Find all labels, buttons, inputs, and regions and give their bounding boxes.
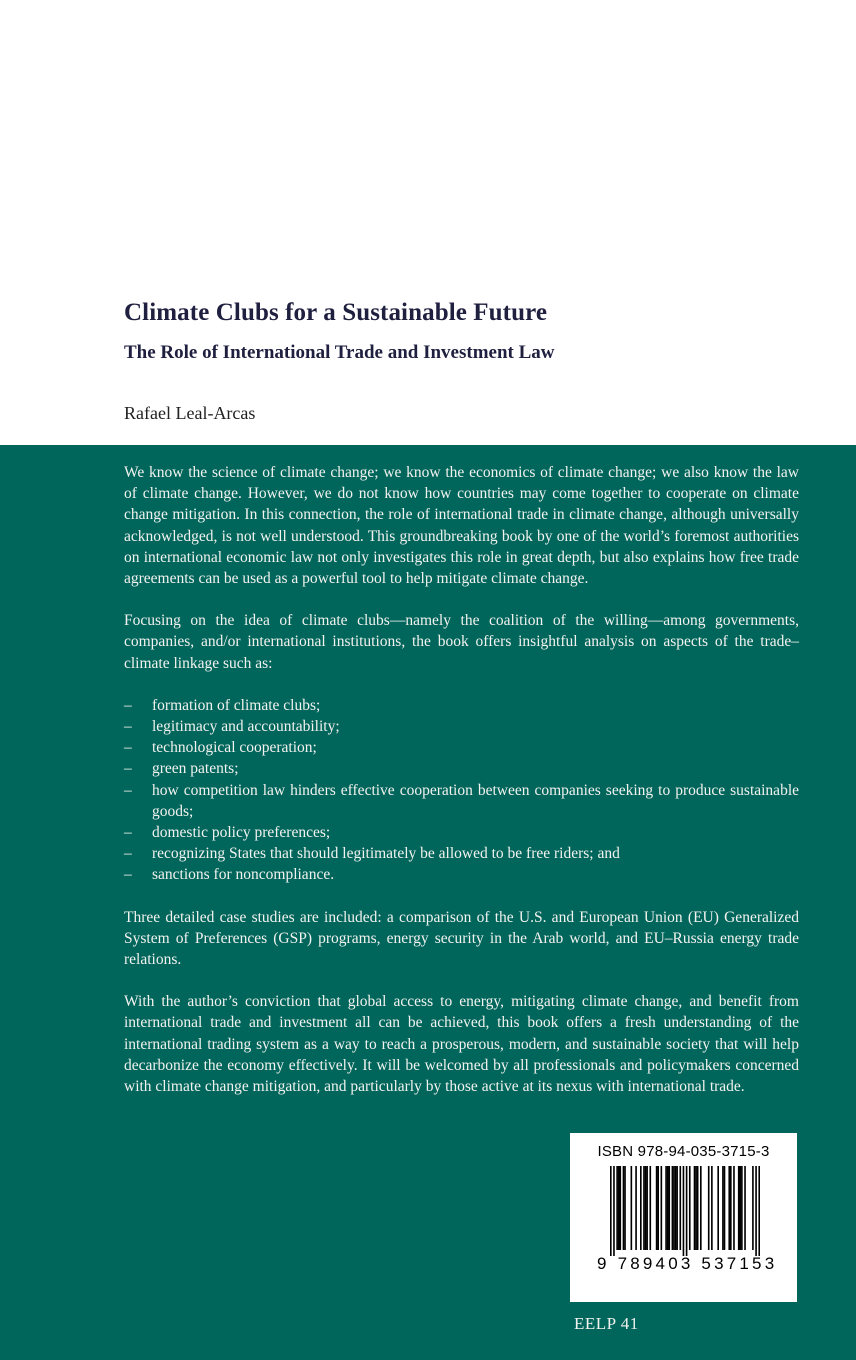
list-item — [124, 695, 799, 716]
barcode-bar — [722, 1166, 724, 1250]
barcode-bar — [695, 1166, 697, 1250]
list-item — [124, 758, 799, 779]
dash-bullet: – — [124, 824, 132, 842]
blurb-paragraph-1: We know the science of climate change; we know the economics of climate change; we also know the law of climate change. However, we do not know how countries may come together to cooperate on climate change mitigation. In this connection, the role of international trade in climate change, although universally acknowledged, is not well understood. This groundbreaking book by one of the world’s foremost authorities on international economic law not only investigates this role in great depth, but also explains how free trade agreements can be used as a powerful tool to help mitigate climate change. — [124, 464, 799, 588]
list-item — [124, 737, 799, 758]
list-item-text: legitimacy and accountability; — [152, 718, 340, 736]
barcode-bar — [635, 1166, 637, 1250]
book-author: Rafael Leal-Arcas — [124, 403, 256, 423]
barcode-bar — [668, 1166, 670, 1250]
barcode-bar — [661, 1166, 663, 1250]
barcode-bar — [623, 1166, 625, 1250]
barcode-bar — [643, 1166, 645, 1250]
barcode-bar — [689, 1166, 691, 1250]
dash-bullet: – — [124, 696, 132, 714]
list-item-text: recognizing States that should legitimately be allowed to be free riders; and — [152, 845, 620, 863]
list-item-text: green patents; — [152, 760, 239, 778]
blurb — [124, 462, 799, 1118]
barcode-bar — [708, 1166, 710, 1250]
barcode-bar — [752, 1166, 754, 1250]
barcode-bar — [649, 1166, 651, 1250]
barcode-bar — [657, 1166, 659, 1250]
barcode-bar — [728, 1166, 730, 1250]
list-item-text: formation of climate clubs; — [152, 696, 321, 714]
barcode-bar — [739, 1166, 741, 1250]
barcode-guard-bar — [613, 1166, 615, 1256]
barcode-bar — [646, 1166, 648, 1250]
blurb-paragraph-2: Focusing on the idea of climate clubs—namely the coalition of the willing—among governments, companies, and/or international institutions, the book offers insightful analysis on aspects of the trade–climate linkage such as: — [124, 612, 799, 672]
barcode-guard-bar — [686, 1166, 688, 1256]
list-item — [124, 864, 799, 885]
list-item-text: technological cooperation; — [152, 739, 317, 757]
barcode-guard-bar — [758, 1166, 760, 1256]
barcode-bar — [697, 1166, 699, 1250]
barcode-bar — [667, 1166, 669, 1250]
barcode-guard-bar — [610, 1166, 612, 1256]
list-item-text: how competition law hinders effective cooperation between companies seeking to produce sustainable goods; — [152, 781, 799, 820]
barcode-bar — [640, 1166, 642, 1250]
barcode-bar — [730, 1166, 732, 1250]
barcode-bar — [675, 1166, 677, 1250]
barcode-bar — [700, 1166, 702, 1250]
list-item — [124, 822, 799, 843]
dash-bullet: – — [124, 760, 132, 778]
cover-top-panel — [0, 0, 856, 445]
dash-bullet: – — [124, 845, 132, 863]
barcode-bar — [679, 1166, 681, 1250]
barcode-bar — [717, 1166, 719, 1250]
isbn-label: ISBN 978-94-035-3715-3 — [597, 1143, 770, 1160]
barcode-bar — [676, 1166, 678, 1250]
barcode-bar — [624, 1166, 626, 1250]
barcode-bar — [673, 1166, 675, 1250]
barcode-bar — [665, 1166, 667, 1250]
barcode-bars — [610, 1166, 760, 1256]
list-item-text: sanctions for noncompliance. — [152, 866, 335, 884]
dash-bullet: – — [124, 718, 132, 736]
barcode-bar — [619, 1166, 621, 1250]
barcode-bar — [672, 1166, 674, 1250]
barcode-bar — [631, 1166, 633, 1250]
ean-digits: 9 789403 537153 — [597, 1254, 778, 1273]
barcode-bar — [616, 1166, 618, 1250]
blurb-paragraph-4: With the author’s conviction that global access to energy, mitigating climate change, and benefit from international trade and investment all can be achieved, this book offers a fresh understanding of the international trading system as a way to reach a prosperous, modern, and sustainable society that will help decarbonize the economy effectively. It will be welcomed by all professionals and policymakers concerned with climate change mitigation, and particularly by those active at its nexus with international trade. — [124, 993, 799, 1096]
isbn-barcode-panel — [570, 1133, 797, 1302]
dash-bullet: – — [124, 739, 132, 757]
barcode-bar — [744, 1166, 746, 1250]
barcode-bar — [656, 1166, 658, 1250]
barcode-guard-bar — [755, 1166, 757, 1256]
barcode-bar — [733, 1166, 735, 1250]
barcode-bar — [618, 1166, 620, 1250]
series-label: EELP 41 — [574, 1314, 639, 1333]
list-item-text: domestic policy preferences; — [152, 824, 331, 842]
blurb-paragraph-3: Three detailed case studies are included: a comparison of the U.S. and European Union (EU) Generalized System of Preferences (GSP) programs, energy security in the Arab world, and EU–Russia energy trade relations. — [124, 908, 799, 969]
dash-bullet: – — [124, 781, 132, 799]
book-subtitle: The Role of International Trade and Investment Law — [124, 342, 555, 363]
barcode-bar — [741, 1166, 743, 1250]
barcode-guard-bar — [683, 1166, 685, 1256]
barcode-bar — [645, 1166, 647, 1250]
barcode-bar — [738, 1166, 740, 1250]
list-item — [124, 780, 799, 822]
barcode-bar — [711, 1166, 713, 1250]
dash-bullet: – — [124, 866, 132, 884]
book-title: Climate Clubs for a Sustainable Future — [124, 299, 548, 326]
list-item — [124, 843, 799, 864]
barcode-bar — [724, 1166, 726, 1250]
barcode-bar — [694, 1166, 696, 1250]
list-item — [124, 716, 799, 737]
topics-list — [124, 695, 799, 886]
